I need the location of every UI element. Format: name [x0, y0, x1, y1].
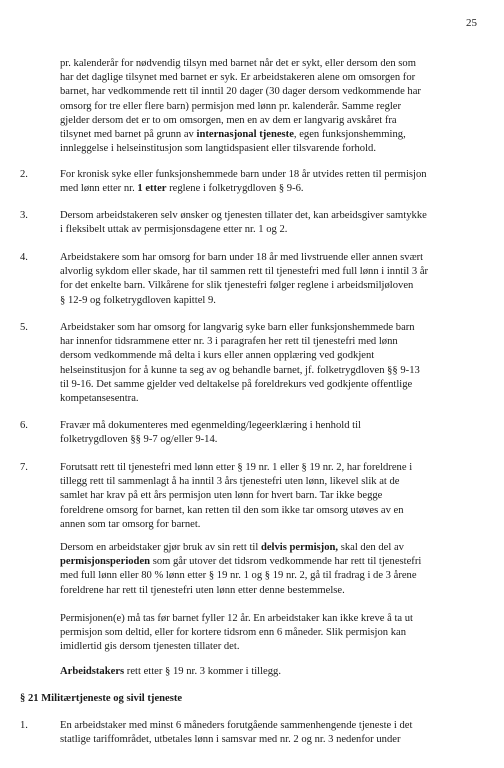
item-text [60, 719, 490, 747]
item-number: 7. [20, 462, 28, 473]
text-line: Forutsatt rett til tjenestefri med lønn etter § 19 nr. 1 eller § 19 nr. 2, har foreldrene i [60, 462, 413, 473]
text-line: Arbeidstaker som har omsorg for langvarig syke barn eller funksjonshemmede barn [60, 322, 415, 333]
item-text [60, 168, 490, 196]
item-text [60, 461, 490, 532]
text-line: i fleksibelt uttak av permisjonsdagene etter nr. 1 og 2. [60, 224, 288, 236]
text-line: Fravær må dokumenteres med egenmelding/legeerklæring i henhold til [60, 420, 361, 431]
item-text [60, 419, 490, 447]
text-line: har innenfor tidsrammene etter nr. 3 i paragrafen her rett til tjenestefri med lønn [60, 336, 398, 348]
page-number: 25 [466, 17, 477, 29]
text-line: Permisjonen(e) må tas før barnet fyller 12 år. En arbeidstaker kan ikke kreve å ta ut [60, 613, 413, 624]
text-line: foreldrene omsorg for barnet, kan retten til den som ikke tar omsorg utøves av en [60, 504, 404, 516]
text-line: omsorg for tre eller flere barn) permisjon med lønn pr. kalenderår. Samme regler [60, 100, 402, 112]
bold-term: 1 etter [137, 183, 167, 195]
text-line: helseinstitusjon for å kunne ta seg av og behandle barnet, jf. folketrygdloven §§ 9-13 [60, 364, 420, 376]
text-run: , egen funksjonshemming, [293, 129, 406, 141]
intro-paragraph [60, 57, 490, 156]
text-line: samlet har krav på ett års permisjon uten lønn for hvert barn. Tar ikke begge [60, 490, 383, 502]
text-line: alvorlig sykdom eller skade, har til sammen rett til tjenestefri med full lønn i inntil 3 år [60, 266, 429, 278]
text-run: skal den del av [338, 542, 404, 553]
section-heading: § 21 Militærtjeneste og sivil tjeneste [20, 693, 183, 704]
text-line [60, 541, 490, 555]
text-line: imidlertid gis dersom tjenesten tillater det. [60, 641, 240, 653]
text-line: En arbeidstaker med minst 6 måneders forutgående sammenhengende tjeneste i det [60, 720, 413, 731]
item-number: 5. [20, 322, 28, 333]
bold-term: permisjonsperioden [60, 556, 151, 568]
item-7-paragraph-3 [60, 612, 490, 655]
text-line: har det daglige tilsynet med barnet er syk. Er arbeidstakeren alene om omsorgen for [60, 72, 416, 84]
item-7-paragraph-2 [60, 541, 490, 598]
item-number: 1. [20, 720, 28, 731]
text-line [60, 128, 490, 142]
text-line: kompetansesentra. [60, 393, 139, 405]
text-line: Dersom arbeidstakeren selv ønsker og tjenesten tillater det, kan arbeidsgiver samtykke [60, 210, 427, 221]
text-run: tilsynet med barnet på grunn av [60, 129, 197, 141]
text-line: pr. kalenderår for nødvendig tilsyn med barnet når det er sykt, eller dersom den som [60, 58, 416, 69]
text-line: For kronisk syke eller funksjonshemmede barn under 18 år utvides retten til permisjon [60, 169, 427, 180]
text-line: foreldrene har rett til tjenestefri uten lønn etter denne bestemmelse. [60, 584, 345, 596]
text-line: gjelder dersom det er to om omsorgen, men en av dem er langvarig avskåret fra [60, 114, 397, 126]
text-line [60, 182, 490, 196]
text-line: folketrygdloven §§ 9-7 og/eller 9-14. [60, 434, 218, 446]
item-number: 2. [20, 169, 28, 180]
text-run: Dersom en arbeidstaker gjør bruk av sin rett til [60, 542, 261, 553]
item-text [60, 321, 490, 406]
text-line: til 9-16. Det samme gjelder ved deltakelse på foreldrekurs ved godkjente offentlige [60, 378, 413, 390]
text-line: permisjon som deltid, eller for kortere tidsrom enn 6 måneder. Slik permisjon kan [60, 627, 406, 639]
item-7-paragraph-4 [60, 665, 490, 679]
item-number: 4. [20, 252, 28, 263]
text-run: rett etter § 19 nr. 3 kommer i tillegg. [124, 666, 281, 677]
item-number: 6. [20, 420, 28, 431]
item-text [60, 209, 490, 237]
text-line: statlige tariffområdet, utbetales lønn i samsvar med nr. 2 og nr. 3 nedenfor under [60, 734, 401, 746]
text-run: som går utover det tidsrom vedkommende har rett til tjenestefri [150, 556, 422, 568]
text-line: § 12-9 og folketrygdloven kapittel 9. [60, 294, 216, 306]
text-run: reglene i folketrygdloven § 9-6. [166, 183, 304, 195]
text-line: tillegg rett til sammenlagt å ha inntil 3 års tjenestefri uten lønn, likevel slik at de [60, 476, 400, 488]
item-number: 3. [20, 210, 28, 221]
text-line: for det enkelte barn. Vilkårene for slik tjenestefri følger reglene i arbeidsmiljøloven [60, 280, 414, 292]
text-line [60, 555, 490, 569]
text-line [60, 665, 490, 679]
bold-term: internasjonal tjeneste [196, 129, 294, 141]
text-line: innleggelse i helseinstitusjon som langtidspasient eller tilsvarende forhold. [60, 143, 376, 155]
text-line: dersom vedkommende må delta i kurs eller annen opplæring ved godkjent [60, 350, 375, 362]
text-line: med full lønn eller 80 % lønn etter § 19 nr. 1 og § 19 nr. 2, gå til fradrag i de 3 årene [60, 570, 417, 582]
bold-term: Arbeidstakers [60, 666, 125, 677]
text-line: annen som tar omsorg for barnet. [60, 518, 201, 530]
text-line: barnet, har vedkommende rett til inntil 20 dager (30 dager dersom vedkommende har [60, 86, 421, 98]
bold-term: delvis permisjon, [260, 542, 339, 553]
text-run: med lønn etter nr. [60, 183, 138, 195]
text-line: Arbeidstakere som har omsorg for barn under 18 år med livstruende eller annen svært [60, 252, 424, 263]
item-text [60, 251, 490, 308]
